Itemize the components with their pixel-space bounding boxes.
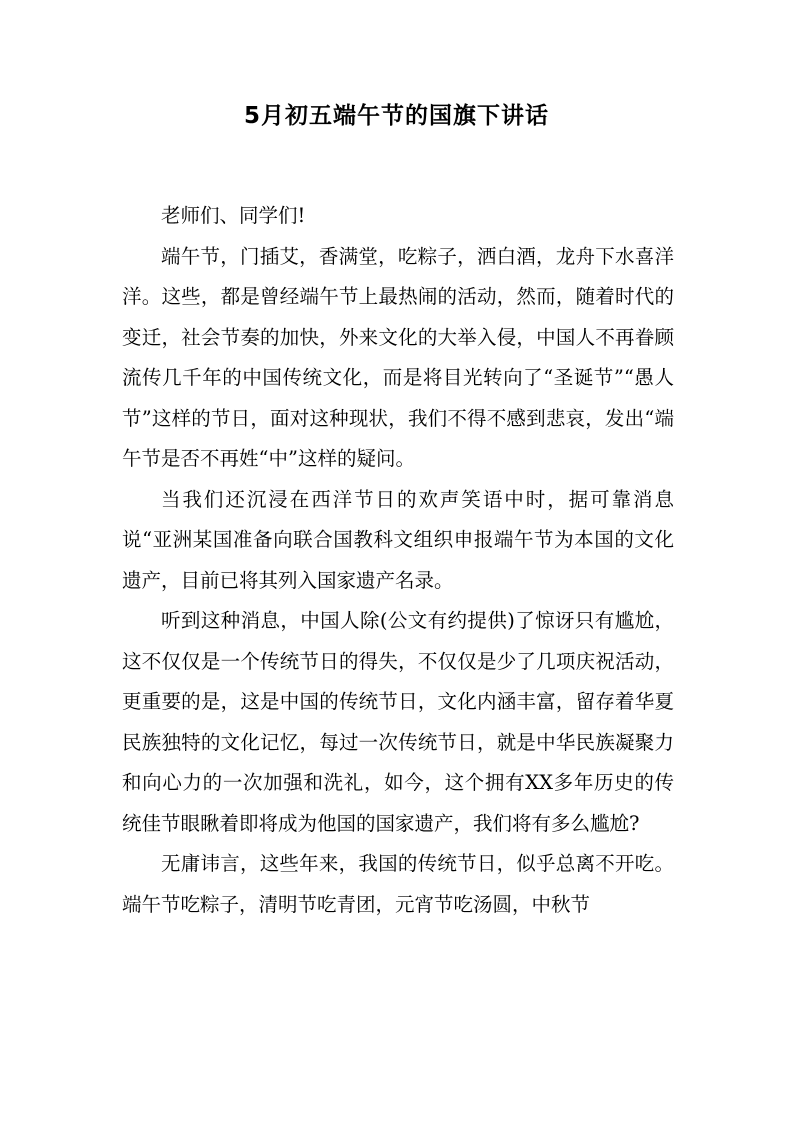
document-title: 5月初五端午节的国旗下讲话 [243, 103, 549, 129]
body-paragraph-1: 端午节，门插艾，香满堂，吃粽子，洒白酒，龙舟下水喜洋洋。这些，都是曾经端午节上最热闹的活动，然而，随着时代的变迁，社会节奏的加快，外来文化的大举入侵，中国人不再眷顾流传几千年的中国传统文化，而是将目光转向了“圣诞节”“愚人节”这样的节日，面对这种现状，我们不得不感到悲哀，发出“端午节是否不再姓“中”这样的疑问。 [122, 244, 674, 470]
body-paragraph-4: 无庸讳言，这些年来，我国的传统节日，似乎总离不开吃。端午节吃粽子，清明节吃青团，元宵节吃汤圆，中秋节 [122, 852, 674, 916]
body-paragraph-2: 当我们还沉浸在西洋节日的欢声笑语中时，据可靠消息说“亚洲某国准备向联合国教科文组织申报端午节为本国的文化遗产，目前已将其列入国家遗产名录。 [122, 487, 674, 592]
document-body [122, 196, 674, 925]
body-paragraph-3: 听到这种消息，中国人除(公文有约提供)了惊讶只有尴尬，这不仅仅是一个传统节日的得失，不仅仅是少了几项庆祝活动，更重要的是，这是中国的传统节日，文化内涵丰富，留存着华夏民族独特的文化记忆，每过一次传统节日，就是中华民族凝聚力和向心力的一次加强和洗礼，如今，这个拥有XX多年历史的传统佳节眼瞅着即将成为他国的国家遗产，我们将有多么尴尬? [122, 609, 674, 835]
greeting-paragraph: 老师们、同学们! [161, 204, 306, 227]
